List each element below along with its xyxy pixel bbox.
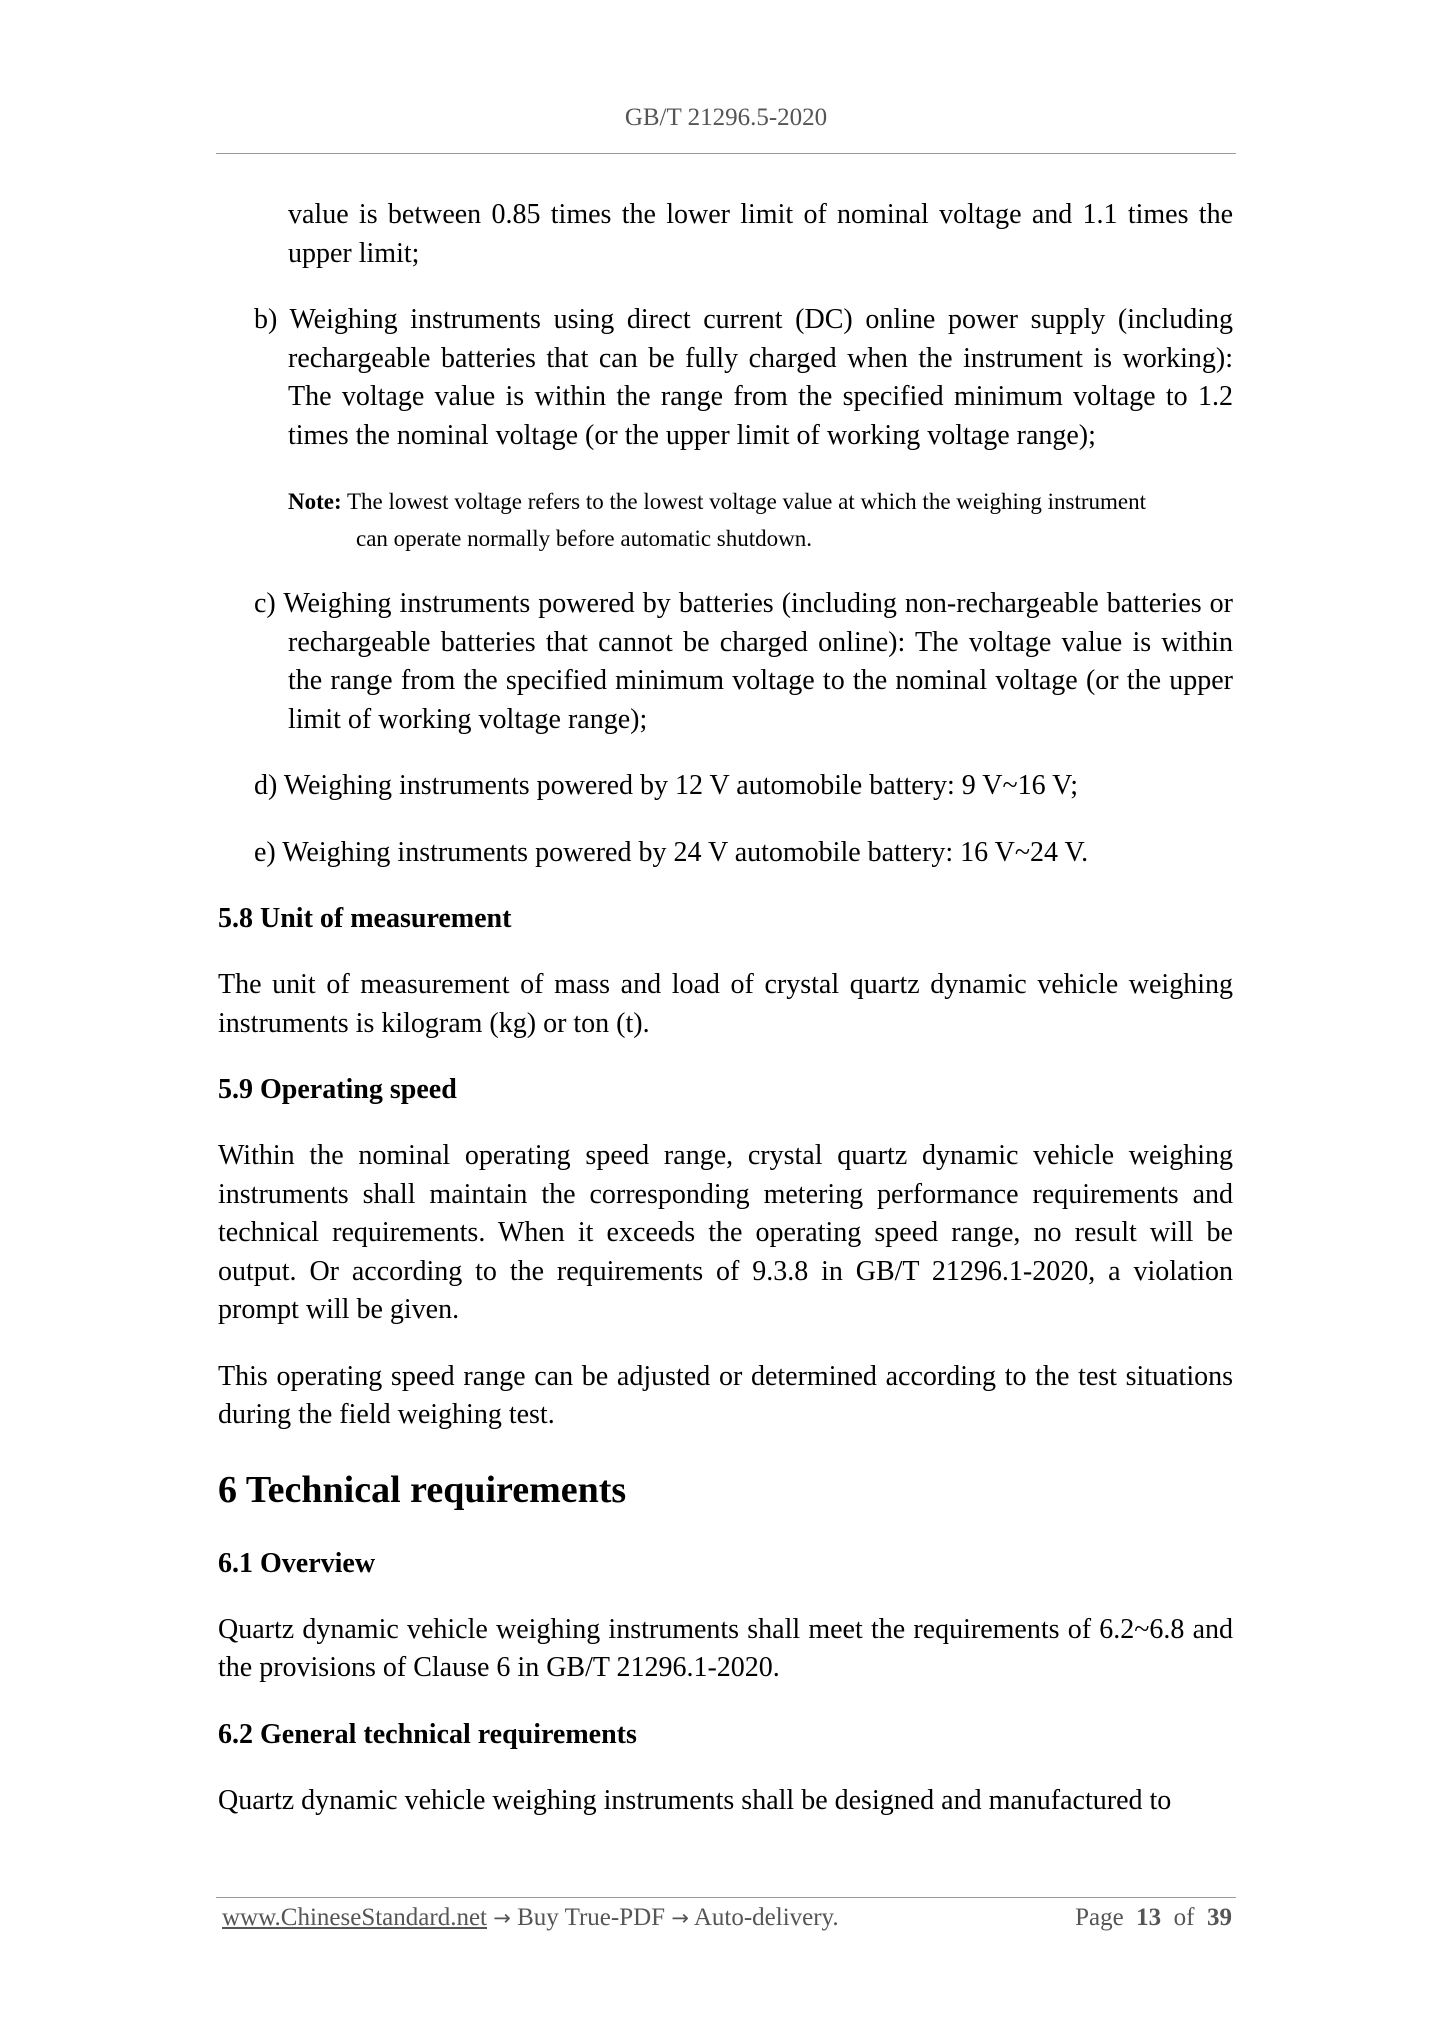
note-text-line1: The lowest voltage refers to the lowest voltage value at which the weighing instrument [341,489,1147,514]
heading-5-8: 5.8 Unit of measurement [218,903,512,934]
page-content [218,196,1233,1820]
item-a-continuation: value is between 0.85 times the lower limit of nominal voltage and 1.1 times the upper limit; [288,199,1233,269]
note-text-line2: can operate normally before automatic shutdown. [356,526,813,551]
arrow-right-icon: → [671,1906,689,1930]
heading-6-1: 6.1 Overview [218,1547,376,1579]
footer-divider [216,1897,1236,1898]
paragraph-6-1: Quartz dynamic vehicle weighing instruments shall meet the requirements of 6.2~6.8 and the provisions of Clause 6 in GB/T 21296.1-2020. [218,1613,1233,1683]
heading-5-9: 5.9 Operating speed [218,1074,457,1105]
list-item-b: b) Weighing instruments using direct current (DC) online power supply (including rechargeable batteries that can be fully charged when the instrument is working): The voltage value is within the range from the specified minimum voltage to 1.2 times the nominal voltage (or the upper limit of working voltage range); [254,304,1233,451]
list-item-d: d) Weighing instruments powered by 12 V automobile battery: 9 V~16 V; [254,770,1079,801]
paragraph-6-2: Quartz dynamic vehicle weighing instruments shall be designed and manufactured to [218,1784,1172,1816]
list-item-c: c) Weighing instruments powered by batteries (including non-rechargeable batteries or rechargeable batteries that cannot be charged online): The voltage value is within the range from the specified minimum voltage to the nominal voltage (or the upper limit of working voltage range); [254,588,1233,735]
footer-promo [222,1904,839,1932]
heading-6: 6 Technical requirements [218,1468,627,1511]
page-label: Page [1075,1904,1124,1931]
paragraph-5-8: The unit of measurement of mass and load of crystal quartz dynamic vehicle weighing instruments is kilogram (kg) or ton (t). [218,969,1233,1039]
current-page: 13 [1136,1904,1162,1931]
paragraph-5-9-a: Within the nominal operating speed range, crystal quartz dynamic vehicle weighing instruments shall maintain the corresponding metering performance requirements and technical requirements. When it exceeds the operating speed range, no result will be output. Or according to the requirements of 9.3.8 in GB/T 21296.1-2020, a violation prompt will be given. [218,1140,1233,1325]
auto-delivery-text: Auto-delivery. [688,1904,839,1931]
total-pages: 39 [1207,1904,1232,1931]
buy-text: Buy True-PDF [510,1904,672,1931]
site-link[interactable]: www.ChineseStandard.net [222,1904,487,1931]
header-divider [216,153,1236,154]
page-footer [222,1904,1232,1932]
page-header: GB/T 21296.5-2020 [624,104,828,131]
arrow-right-icon: → [493,1906,511,1930]
note-label: Note: [288,489,342,514]
note [218,483,1233,557]
of-label: of [1173,1904,1195,1931]
paragraph-5-9-b: This operating speed range can be adjusted or determined according to the test situations during the field weighing test. [218,1360,1233,1430]
page-number [1075,1904,1232,1932]
heading-6-2: 6.2 General technical requirements [218,1718,637,1750]
list-item-e: e) Weighing instruments powered by 24 V automobile battery: 16 V~24 V. [254,836,1089,868]
